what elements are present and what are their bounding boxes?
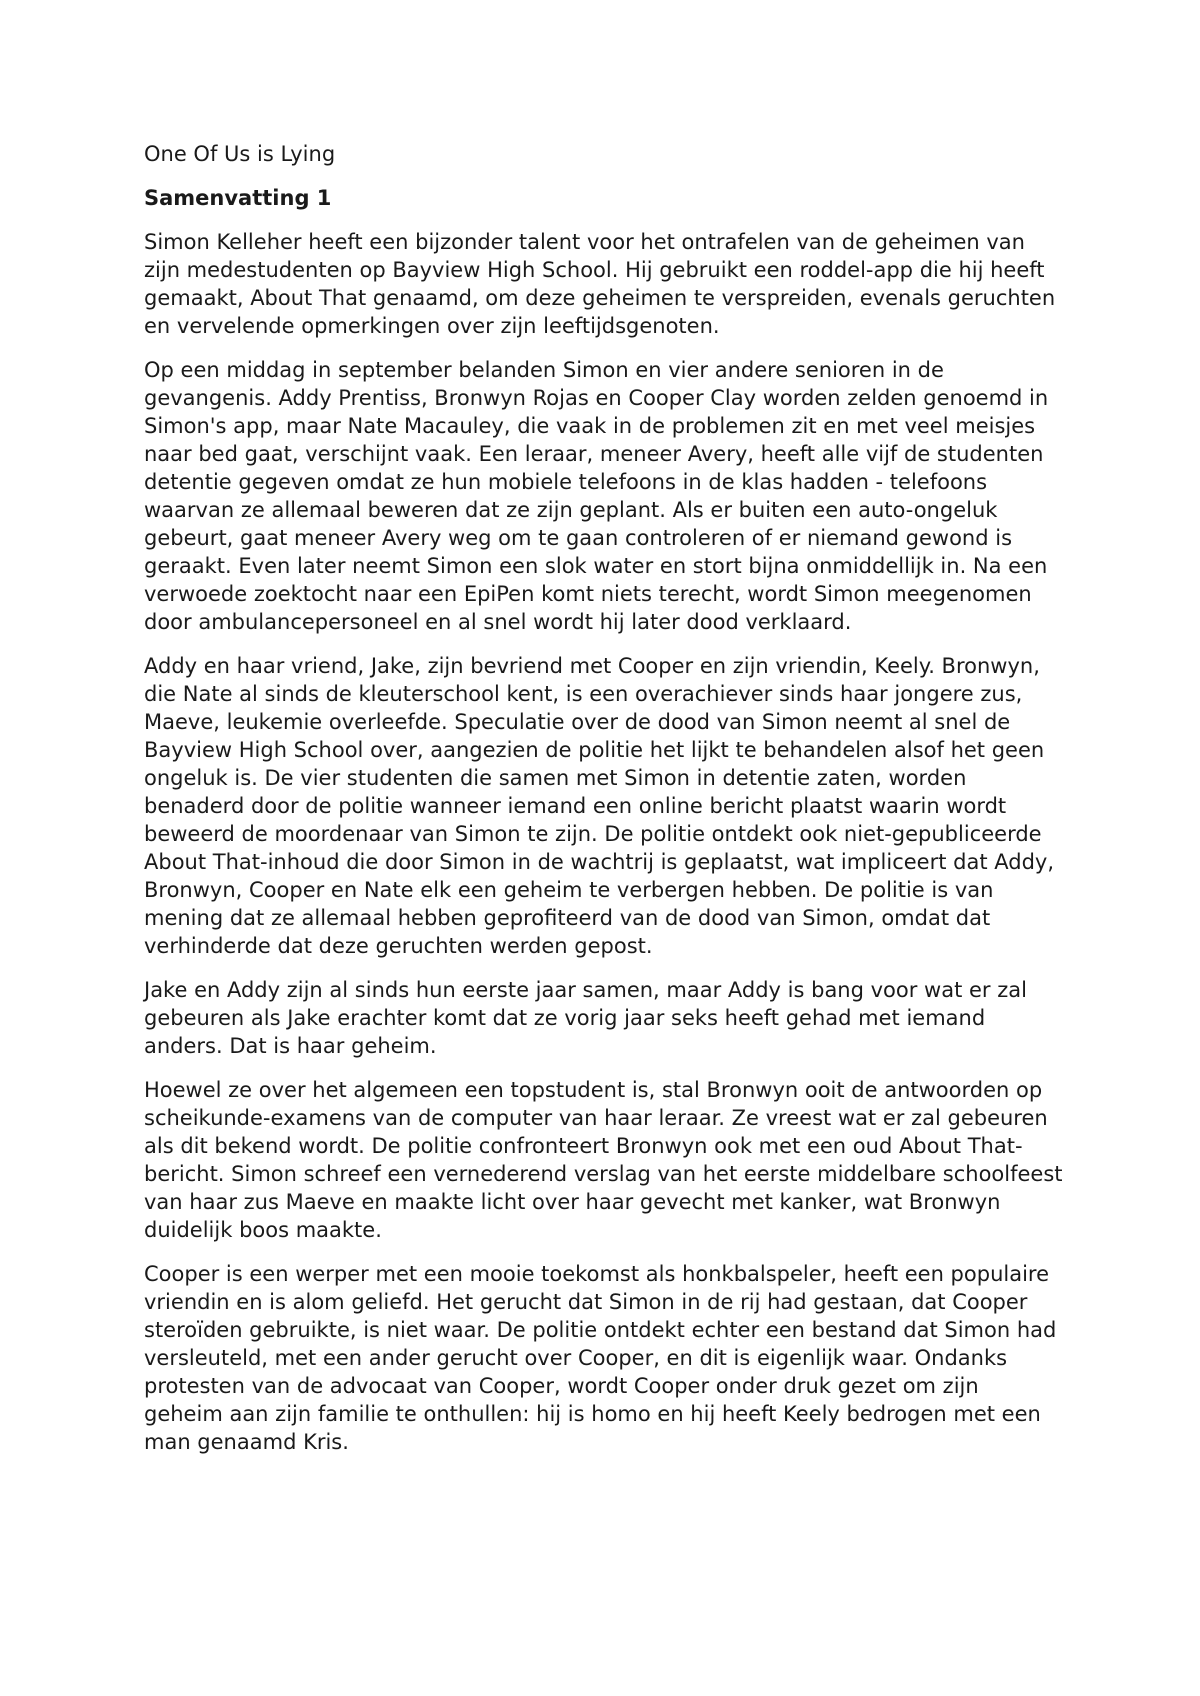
- paragraph-5: Hoewel ze over het algemeen een topstudent is, stal Bronwyn ooit de antwoorden op scheikunde-examens van de computer van haar leraar. Ze vreest wat er zal gebeuren als dit bekend wordt. De politie confronteert Bronwyn ook met een oud About That-bericht. Simon schreef een vernederend verslag van het eerste middelbare schoolfeest van haar zus Maeve en maakte licht over haar gevecht met kanker, wat Bronwyn duidelijk boos maakte.: [144, 1078, 1063, 1242]
- paragraph-1: Simon Kelleher heeft een bijzonder talent voor het ontrafelen van de geheimen van zijn medestudenten op Bayview High School. Hij gebruikt een roddel-app die hij heeft gemaakt, About That genaamd, om deze geheimen te verspreiden, evenals geruchten en vervelende opmerkingen over zijn leeftijdsgenoten.: [144, 230, 1056, 338]
- document-body: [144, 140, 1064, 1472]
- paragraph-3: Addy en haar vriend, Jake, zijn bevriend met Cooper en zijn vriendin, Keely. Bronwyn, die Nate al sinds de kleuterschool kent, is een overachiever sinds haar jongere zus, Maeve, leukemie overleefde. Speculatie over de dood van Simon neemt al snel de Bayview High School over, aangezien de politie het lijkt te behandelen alsof het geen ongeluk is. De vier studenten die samen met Simon in detentie zaten, worden benaderd door de politie wanneer iemand een online bericht plaatst waarin wordt beweerd de moordenaar van Simon te zijn. De politie ontdekt ook niet-gepubliceerde About That-inhoud die door Simon in de wachtrij is geplaatst, wat impliceert dat Addy, Bronwyn, Cooper en Nate elk een geheim te verbergen hebben. De politie is van mening dat ze allemaal hebben geprofiteerd van de dood van Simon, omdat dat verhinderde dat deze geruchten werden gepost.: [144, 654, 1055, 958]
- paragraph-6: Cooper is een werper met een mooie toekomst als honkbalspeler, heeft een populaire vriendin en is alom geliefd. Het gerucht dat Simon in de rij had gestaan, dat Cooper steroïden gebruikte, is niet waar. De politie ontdekt echter een bestand dat Simon had versleuteld, met een ander gerucht over Cooper, en dit is eigenlijk waar. Ondanks protesten van de advocaat van Cooper, wordt Cooper onder druk gezet om zijn geheim aan zijn familie te onthullen: hij is homo en hij heeft Keely bedrogen met een man genaamd Kris.: [144, 1262, 1057, 1454]
- section-heading: Samenvatting 1: [144, 186, 332, 210]
- paragraph-4: Jake en Addy zijn al sinds hun eerste jaar samen, maar Addy is bang voor wat er zal gebeuren als Jake erachter komt dat ze vorig jaar seks heeft gehad met iemand anders. Dat is haar geheim.: [144, 978, 1027, 1058]
- document-title: One Of Us is Lying: [144, 142, 336, 166]
- paragraph-2: Op een middag in september belanden Simon en vier andere senioren in de gevangenis. Addy Prentiss, Bronwyn Rojas en Cooper Clay worden zelden genoemd in Simon's app, maar Nate Macauley, die vaak in de problemen zit en met veel meisjes naar bed gaat, verschijnt vaak. Een leraar, meneer Avery, heeft alle vijf de studenten detentie gegeven omdat ze hun mobiele telefoons in de klas hadden - telefoons waarvan ze allemaal beweren dat ze zijn geplant. Als er buiten een auto-ongeluk gebeurt, gaat meneer Avery weg om te gaan controleren of er niemand gewond is geraakt. Even later neemt Simon een slok water en stort bijna onmiddellijk in. Na een verwoede zoektocht naar een EpiPen komt niets terecht, wordt Simon meegenomen door ambulancepersoneel en al snel wordt hij later dood verklaard.: [144, 358, 1049, 634]
